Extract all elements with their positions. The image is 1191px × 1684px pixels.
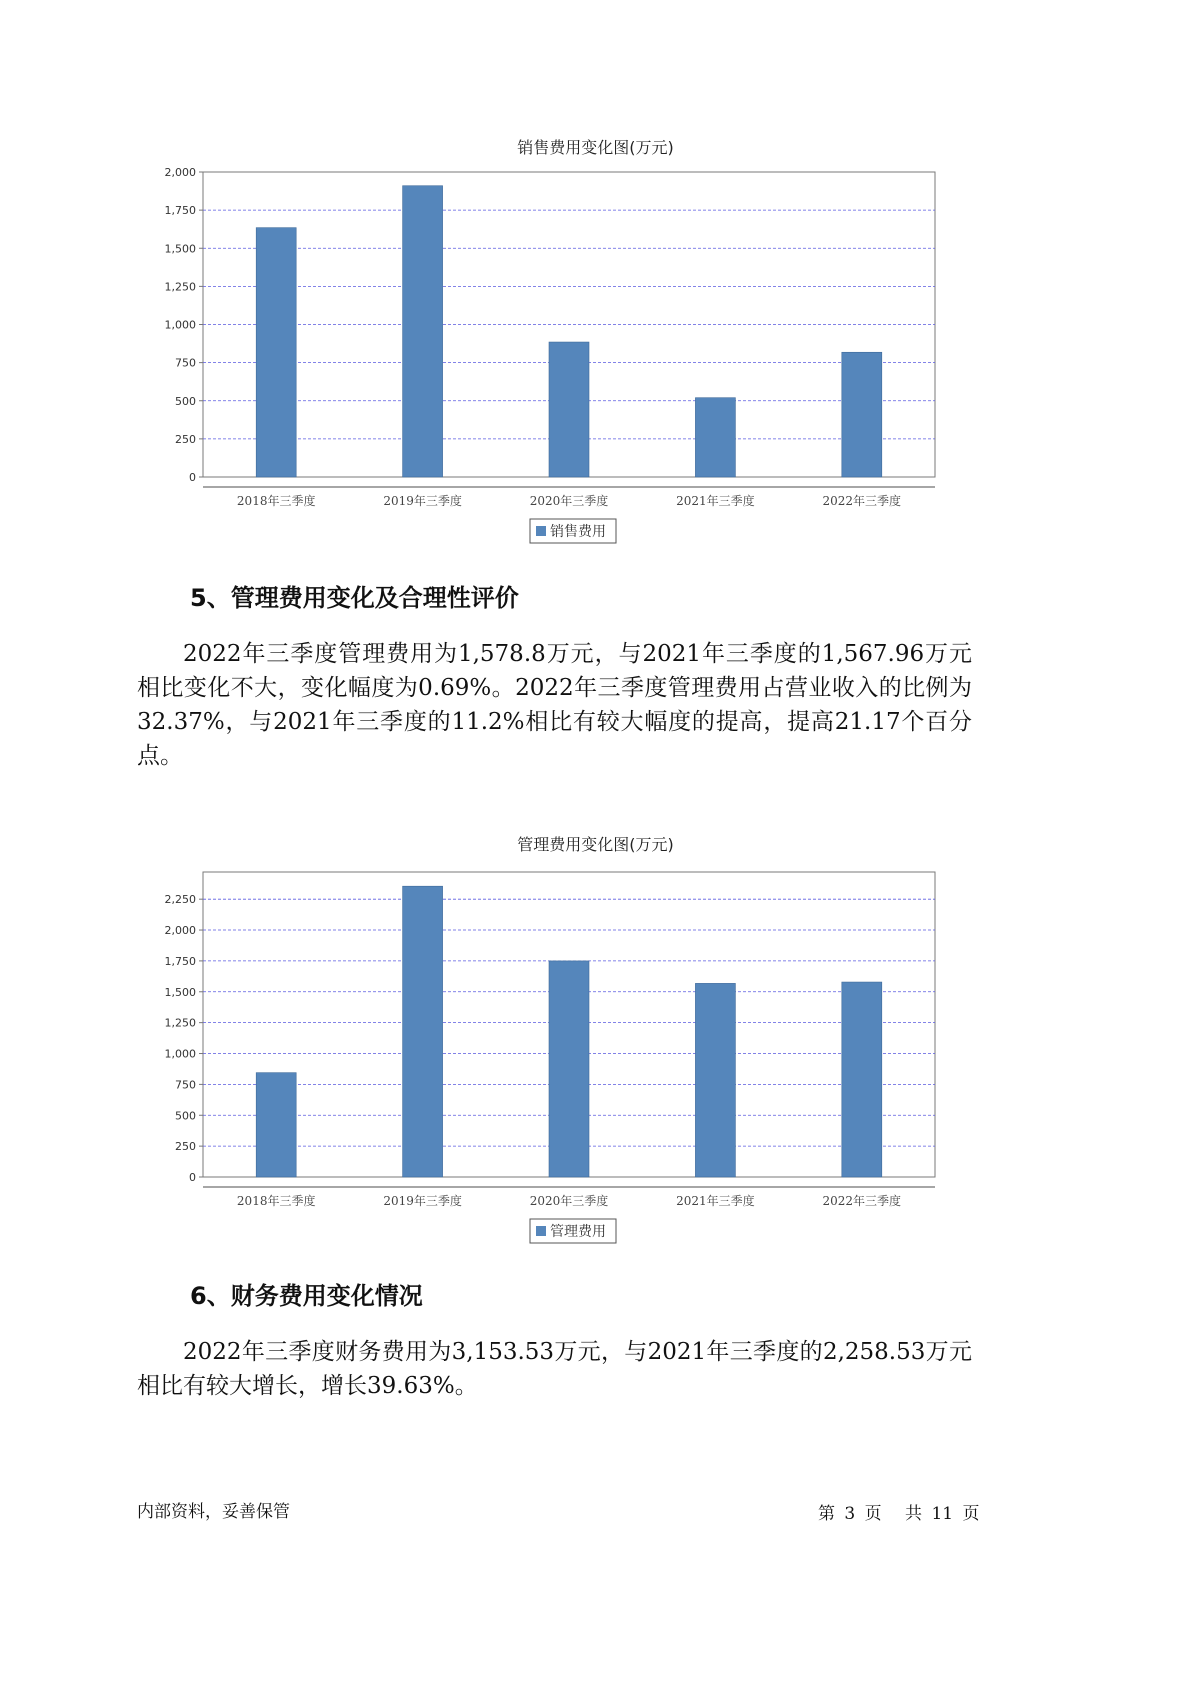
legend-swatch bbox=[536, 526, 546, 536]
legend-swatch bbox=[536, 1226, 546, 1236]
y-tick-label: 0 bbox=[189, 471, 196, 484]
x-tick-label: 2020年三季度 bbox=[529, 494, 609, 508]
x-tick-label: 2019年三季度 bbox=[383, 1194, 462, 1208]
chart1-title: 销售费用变化图(万元) bbox=[517, 138, 674, 157]
legend-label: 销售费用 bbox=[550, 524, 606, 540]
y-tick-label: 250 bbox=[175, 1140, 196, 1154]
y-tick-label: 500 bbox=[175, 394, 196, 408]
y-tick-label: 2,000 bbox=[164, 166, 196, 179]
page-total: 11 bbox=[931, 1504, 954, 1524]
x-tick-label: 2022年三季度 bbox=[822, 1194, 902, 1208]
y-tick-label: 1,500 bbox=[164, 985, 196, 999]
section6-paragraph bbox=[137, 1335, 972, 1403]
y-tick-label: 1,000 bbox=[164, 1047, 196, 1061]
section6-heading: 6、财务费用变化情况 bbox=[190, 1282, 423, 1310]
bar bbox=[403, 886, 443, 1177]
total-prefix: 共 bbox=[905, 1504, 923, 1524]
section5-paragraph bbox=[137, 637, 972, 773]
x-tick-label: 2020年三季度 bbox=[529, 1194, 609, 1208]
bar bbox=[695, 398, 735, 477]
chart1-sales-expense bbox=[0, 160, 1191, 550]
total-unit: 页 bbox=[962, 1504, 980, 1524]
page-unit: 页 bbox=[864, 1504, 882, 1524]
bar bbox=[549, 342, 589, 477]
bar bbox=[256, 1073, 296, 1177]
section5-text: 2022年三季度管理费用为1,578.8万元，与2021年三季度的1,567.96万元相比变化不大，变化幅度为0.69%。2022年三季度管理费用占营业收入的比例为32.37%，与2021年三季度的11.2%相比有较大幅度的提高，提高21.17个百分点。 bbox=[137, 641, 972, 769]
y-tick-label: 1,250 bbox=[164, 1016, 196, 1030]
y-tick-label: 1,250 bbox=[164, 280, 196, 294]
chart2-admin-expense bbox=[0, 860, 1191, 1250]
y-tick-label: 500 bbox=[175, 1109, 196, 1123]
bar bbox=[842, 982, 882, 1177]
bar bbox=[549, 961, 589, 1177]
y-tick-label: 750 bbox=[175, 1078, 196, 1092]
bar bbox=[256, 228, 296, 477]
x-tick-label: 2022年三季度 bbox=[822, 494, 902, 508]
page-current: 3 bbox=[844, 1504, 856, 1524]
y-tick-label: 1,500 bbox=[164, 242, 196, 256]
section6-text: 2022年三季度财务费用为3,153.53万元，与2021年三季度的2,258.53万元相比有较大增长，增长39.63%。 bbox=[137, 1339, 972, 1399]
y-tick-label: 1,000 bbox=[164, 318, 196, 332]
bar bbox=[403, 186, 443, 477]
y-tick-label: 0 bbox=[189, 1171, 196, 1184]
x-tick-label: 2018年三季度 bbox=[236, 494, 316, 508]
x-tick-label: 2019年三季度 bbox=[383, 494, 462, 508]
footer-confidential: 内部资料，妥善保管 bbox=[137, 1502, 290, 1522]
chart2-title: 管理费用变化图(万元) bbox=[517, 835, 674, 854]
y-tick-label: 1,750 bbox=[164, 954, 196, 968]
x-tick-label: 2021年三季度 bbox=[676, 494, 755, 508]
x-tick-label: 2021年三季度 bbox=[676, 1194, 755, 1208]
bar bbox=[842, 352, 882, 477]
section5-heading: 5、管理费用变化及合理性评价 bbox=[190, 584, 519, 612]
y-tick-label: 2,000 bbox=[164, 924, 196, 938]
footer-page-number bbox=[818, 1499, 984, 1524]
y-tick-label: 1,750 bbox=[164, 204, 196, 218]
y-tick-label: 250 bbox=[175, 432, 196, 446]
bar bbox=[695, 983, 735, 1177]
legend-label: 管理费用 bbox=[550, 1224, 606, 1240]
x-tick-label: 2018年三季度 bbox=[236, 1194, 316, 1208]
page-prefix: 第 bbox=[818, 1504, 835, 1524]
y-tick-label: 750 bbox=[175, 356, 196, 370]
y-tick-label: 2,250 bbox=[164, 893, 196, 907]
